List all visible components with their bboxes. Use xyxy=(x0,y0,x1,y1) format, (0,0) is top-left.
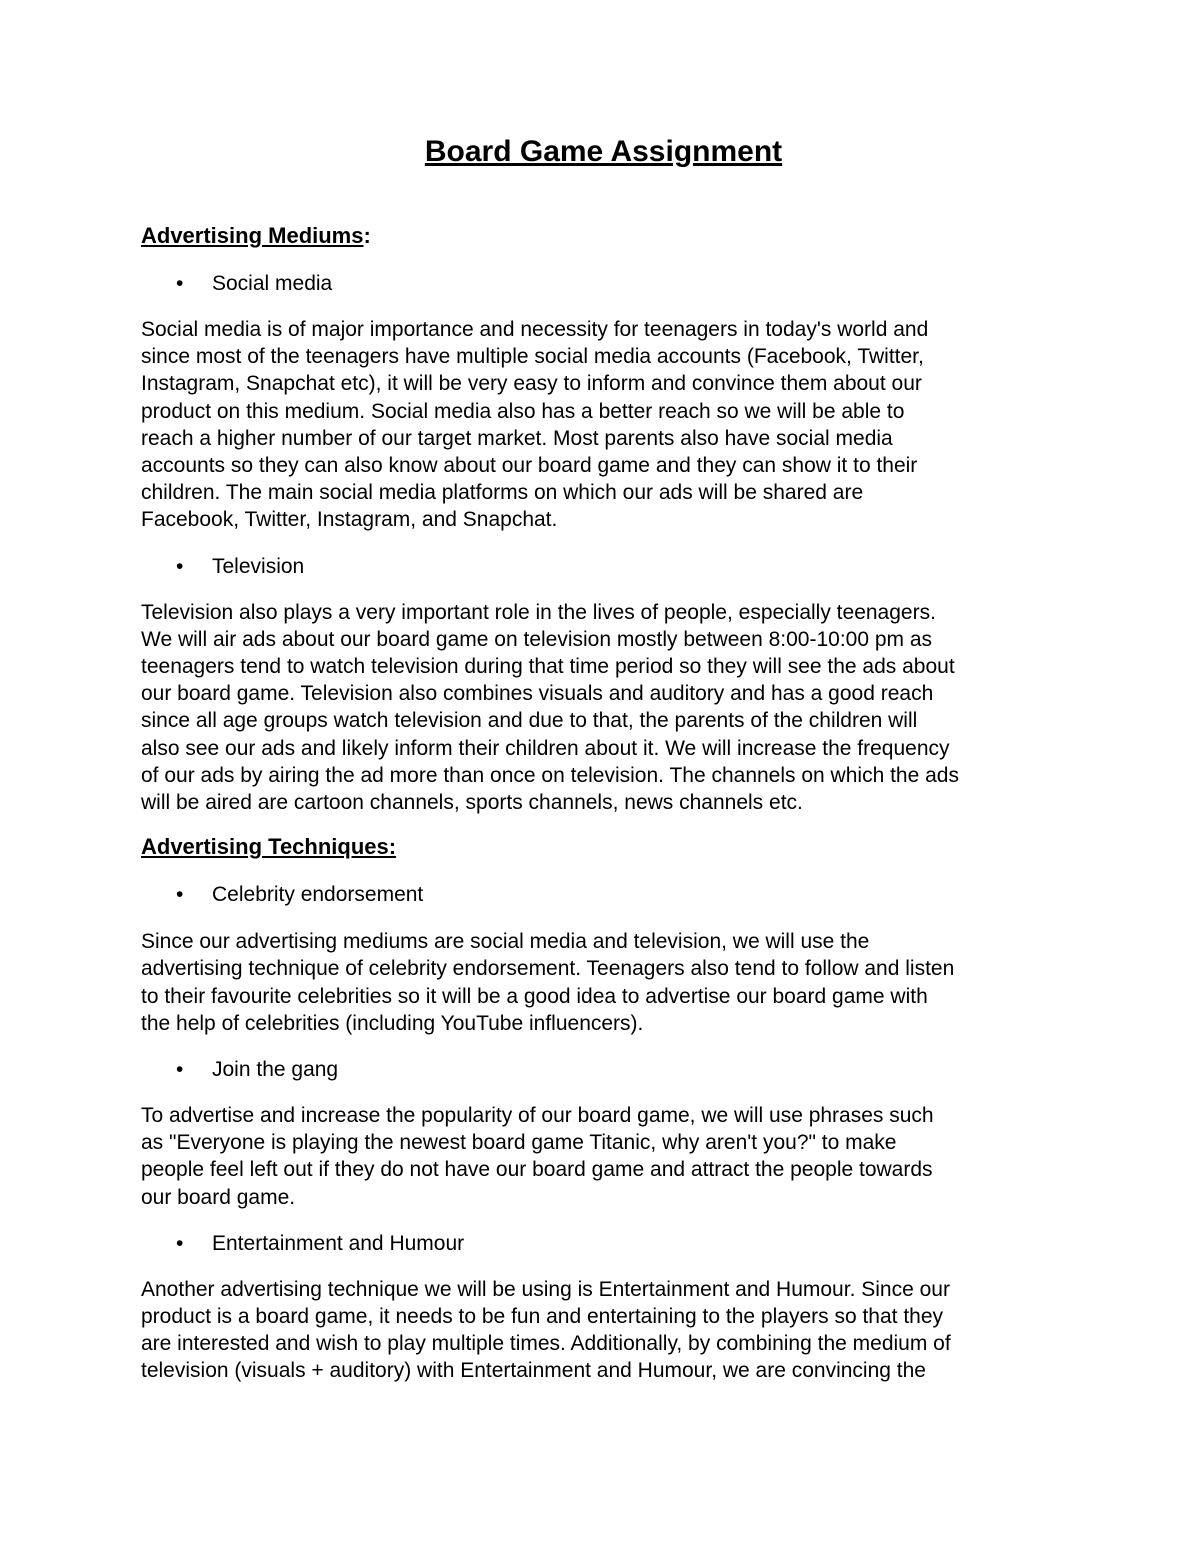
bullet-entertainment-and-humour xyxy=(141,1230,1066,1257)
document-title: Board Game Assignment xyxy=(424,135,783,168)
section-heading-text: Advertising Techniques: xyxy=(141,834,397,860)
section-heading-colon: : xyxy=(363,223,371,248)
bullet-label: Television xyxy=(212,554,305,578)
bullet-dot-icon: • xyxy=(176,883,184,907)
bullet-label: Entertainment and Humour xyxy=(212,1231,465,1255)
bullet-label: Join the gang xyxy=(212,1058,339,1082)
paragraph-television: Television also plays a very important role in the lives of people, especially teenagers. We will air ads about our board game on television mostly between 8:00-10:00 pm as teenagers tend to watch television during that time period so they will see the ads about our board game. Television also combines visuals and auditory and has a good reach since all age groups watch television and due to that, the parents of the children will also see our ads and likely inform their children about it. We will increase the frequency of our ads by airing the ad more than once on television. The channels on which the ads will be aired are cartoon channels, sports channels, news channels etc. xyxy=(141,600,959,815)
bullet-social-media xyxy=(141,270,1066,297)
bullet-join-the-gang xyxy=(141,1056,1066,1083)
document-body xyxy=(141,134,1066,1385)
bullet-label: Celebrity endorsement xyxy=(212,883,424,907)
paragraph-entertainment-and-humour: Another advertising technique we will be using is Entertainment and Humour. Since our product is a board game, it needs to be fun and entertaining to the players so that they are interested and wish to play multiple times. Additionally, by combining the medium of television (visuals + auditory) with Entertainment and Humour, we are convincing the xyxy=(141,1277,951,1383)
bullet-label: Social media xyxy=(212,272,333,295)
section-heading-advertising-mediums xyxy=(141,222,1066,250)
section-heading-advertising-techniques xyxy=(141,833,1066,861)
paragraph-join-the-gang: To advertise and increase the popularity of our board game, we will use phrases such as "Everyone is playing the newest board game Titanic, why aren't you?" to make people feel left out if they do not have our board game and attract the people towards our board game. xyxy=(141,1104,934,1209)
bullet-dot-icon: • xyxy=(176,554,184,578)
bullet-celebrity-endorsement xyxy=(141,881,1066,908)
bullet-television xyxy=(141,553,1066,580)
bullet-dot-icon: • xyxy=(176,1058,184,1082)
paragraph-social-media: Social media is of major importance and necessity for teenagers in today's world and since most of the teenagers have multiple social media accounts (Facebook, Twitter, Instagram, Snapchat etc), it will be very easy to inform and convince them about our product on this medium. Social media also has a better reach so we will be able to reach a higher number of our target market. Most parents also have social media accounts so they can also know about our board game and they can show it to their children. The main social media platforms on which our ads will be shared are Facebook, Twitter, Instagram, and Snapchat. xyxy=(141,318,929,532)
bullet-dot-icon: • xyxy=(176,1231,184,1255)
bullet-dot-icon: • xyxy=(176,272,184,295)
section-heading-text: Advertising Mediums xyxy=(141,223,364,248)
paragraph-celebrity-endorsement: Since our advertising mediums are social media and television, we will use the advertising technique of celebrity endorsement. Teenagers also tend to follow and listen to their favourite celebrities so it will be a good idea to advertise our board game with the help of celebrities (including YouTube influencers). xyxy=(141,930,955,1035)
